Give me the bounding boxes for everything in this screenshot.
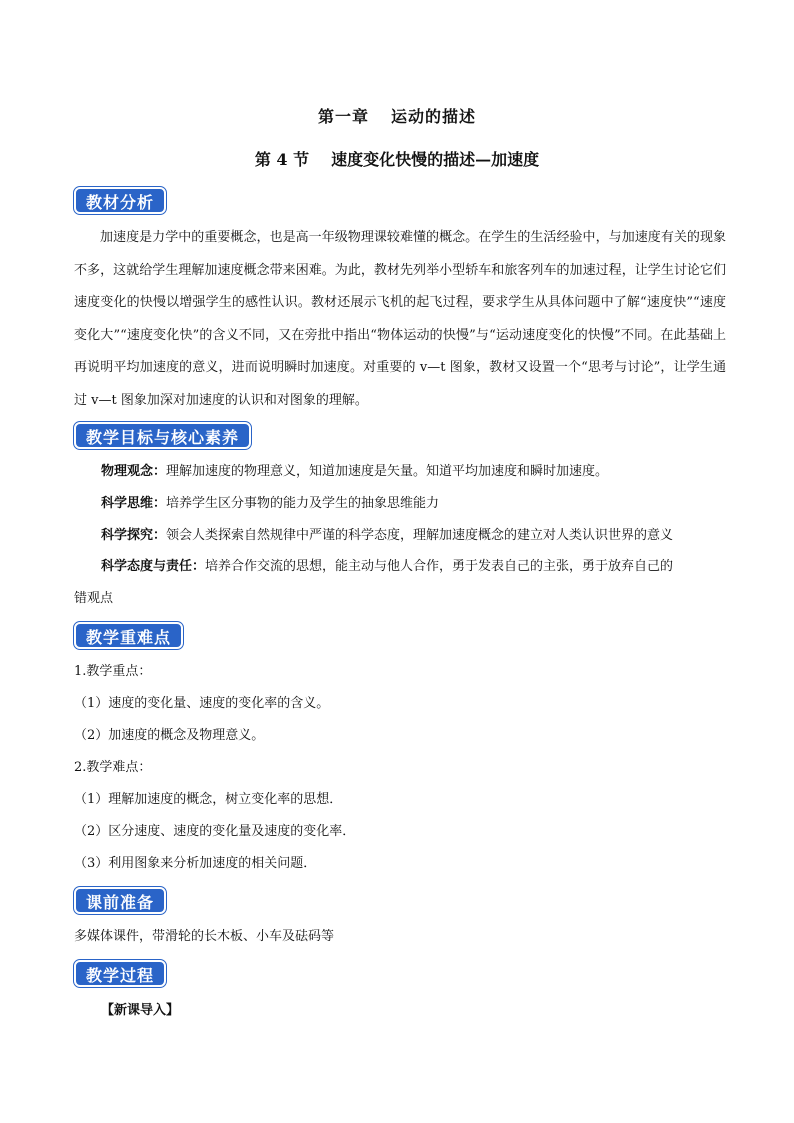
- objective-label: 科学思维：: [101, 496, 167, 511]
- difficulty-item: （2）区分速度、速度的变化量及速度的变化率．: [74, 824, 356, 839]
- difficulty-item: （1）理解加速度的概念，树立变化率的思想．: [74, 792, 343, 807]
- preparation-badge: 课前准备: [74, 887, 166, 914]
- new-lesson-intro: 【新课导入】: [101, 1003, 180, 1018]
- focus-title: 1.教学重点：: [74, 664, 152, 679]
- objective-text: 领会人类探索自然规律中严谨的科学态度，理解加速度概念的建立对人类认识世界的意义: [166, 528, 674, 543]
- focus-item: （1）速度的变化量、速度的变化率的含义。: [74, 696, 330, 711]
- preparation-text: 多媒体课件，带滑轮的长木板、小车及砝码等: [74, 929, 335, 944]
- difficulty-item: （3）利用图象来分析加速度的相关问题．: [74, 856, 317, 871]
- objective-text: 理解加速度的物理意义，知道加速度是矢量。知道平均加速度和瞬时加速度。: [166, 464, 609, 479]
- objective-item: [101, 551, 726, 583]
- objective-label: 科学态度与责任：: [101, 559, 206, 574]
- objective-item: [101, 520, 726, 552]
- key-points-badge: 教学重难点: [74, 622, 183, 649]
- chapter-title: [0, 104, 794, 127]
- section-name: 速度变化快慢的描述—加速度: [331, 150, 540, 169]
- section-title: [0, 147, 794, 170]
- objectives-badge: 教学目标与核心素养: [74, 422, 251, 449]
- objective-text: 培养学生区分事物的能力及学生的抽象思维能力: [166, 496, 440, 511]
- objective-text: 培养合作交流的思想，能主动与他人合作，勇于发表自己的主张，勇于放弃自己的: [205, 559, 674, 574]
- chapter-number: 第一章: [317, 107, 369, 126]
- objective-item: [101, 456, 726, 488]
- materials-analysis-badge: 教材分析: [74, 187, 166, 214]
- objective-continuation: 错观点: [74, 591, 114, 606]
- process-badge: 教学过程: [74, 960, 166, 987]
- difficulty-title: 2.教学难点：: [74, 760, 152, 775]
- section-number: 第 4 节: [254, 150, 310, 169]
- objective-label: 科学探究：: [101, 528, 167, 543]
- chapter-name: 运动的描述: [391, 107, 477, 126]
- materials-analysis-paragraph: 加速度是力学中的重要概念，也是高一年级物理课较难懂的概念。在学生的生活经验中，与加速度有关的现象不多，这就给学生理解加速度概念带来困难。为此，教材先列举小型轿车和旅客列车的加速过程，让学生讨论它们速度变化的快慢以增强学生的感性认识。教材还展示飞机的起飞过程，要求学生从具体问题中了解“速度快”“速度变化大”“速度变化快”的含义不同，又在旁批中指出“物体运动的快慢”与“运动速度变化的快慢”不同。在此基础上再说明平均加速度的意义，进而说明瞬时加速度。对重要的 v—t 图象，教材又设置一个“思考与讨论”，让学生通过 v—t 图象加深对加速度的认识和对图象的理解。: [74, 230, 726, 408]
- focus-item: （2）加速度的概念及物理意义。: [74, 728, 265, 743]
- objective-item: [101, 488, 726, 520]
- objective-label: 物理观念：: [101, 464, 167, 479]
